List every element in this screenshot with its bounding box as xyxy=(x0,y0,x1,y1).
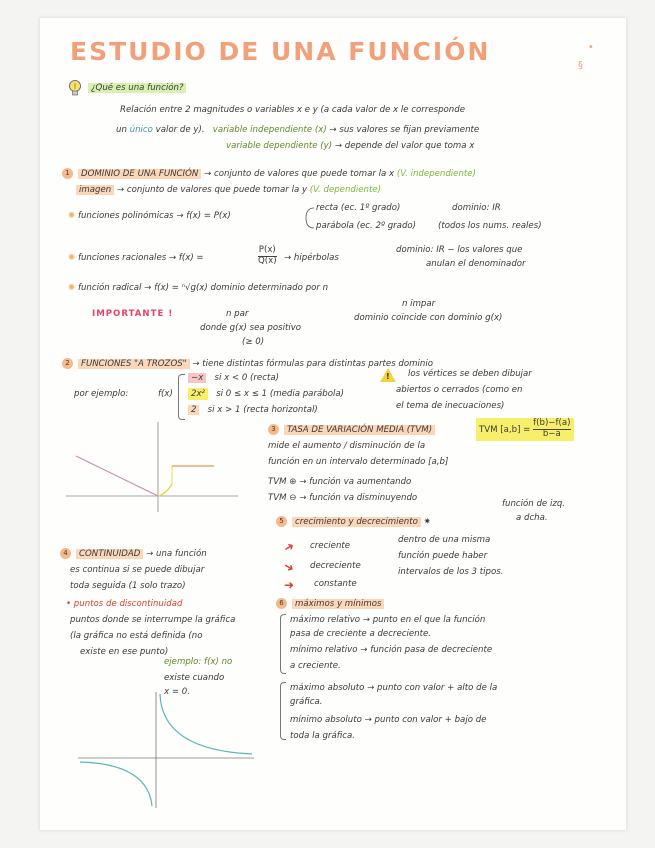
constante-label: constante xyxy=(314,579,357,589)
crecimiento-note-2: a dcha. xyxy=(516,513,548,523)
warn-line2: abiertos o cerrados (como en xyxy=(396,385,523,395)
extremos-l8: toda la gráfica. xyxy=(290,731,355,741)
extremos-l3: mínimo relativo → función pasa de decreciente xyxy=(290,645,493,655)
discontinuidad-p2: (la gráfica no está definida (no xyxy=(70,631,203,641)
racional-fraction: P(x) Q(x) xyxy=(258,245,277,266)
section-tvm-heading: 3 TASA DE VARIACIÓN MEDIA (TVM) xyxy=(268,424,435,436)
intro-line1: Relación entre 2 magnitudes o variables x e y (a cada valor de x le corresponde xyxy=(120,105,466,115)
ejemplo-line1: ejemplo: f(x) no xyxy=(164,657,233,667)
n-par-desc: donde g(x) sea positivo xyxy=(200,323,302,333)
n-impar: n impar xyxy=(402,299,436,309)
importante-label: IMPORTANTE ! xyxy=(92,309,174,319)
tvm-line1: mide el aumento / disminución de la xyxy=(268,441,426,451)
radical-line: ✺ función radical → f(x) = ⁿ√g(x) dominio determinado por n xyxy=(68,283,329,293)
star-icon: ✺ xyxy=(68,283,76,293)
extremos-l2: pasa de creciente a decreciente. xyxy=(290,629,431,639)
extremos-l5: máximo absoluto → punto con valor + alto de la xyxy=(290,683,498,693)
discontinuidad-p1: puntos donde se interrumpe la gráfica xyxy=(70,615,236,625)
tvm-formula: TVM [a,b] = $\frac{f(b)-f(a)}{b-a}$ xyxy=(476,418,574,441)
continuidad-line2: es continua si se puede dibujar xyxy=(70,565,205,575)
racional-dominio: dominio: IR − los valores que xyxy=(396,245,523,255)
tvm-line2: función en un intervalo determinado [a,b] xyxy=(268,457,449,467)
corner-mark: • xyxy=(588,42,594,53)
discontinuidad-label: • puntos de discontinuidad xyxy=(66,599,183,609)
crecimiento-desc2: función puede haber xyxy=(398,551,488,561)
section-dominio-heading: 1 DOMINIO DE UNA FUNCIÓN → conjunto de valores que puede tomar la x (V. independiente) xyxy=(62,168,476,180)
warn-line3: el tema de inecuaciones) xyxy=(396,401,505,411)
racional-tipo: → hipérbolas xyxy=(284,253,339,263)
piecewise-graph xyxy=(62,418,242,514)
ejemplo-line2: existe cuando xyxy=(164,673,225,683)
extremos-l7: mínimo absoluto → punto con valor + bajo de xyxy=(290,715,487,725)
poli-dominio-note: (todos los nums. reales) xyxy=(438,221,542,231)
lightbulb-icon xyxy=(68,80,82,98)
polinomicas-line: ✺ funciones polinómicas → f(x) = P(x) xyxy=(68,211,231,221)
corner-mark-2: § xyxy=(578,60,583,71)
notes-sheet: ESTUDIO DE UNA FUNCIÓN • § ¿Qué es una función? Relación entre 2 magnitudes o variables x e y (a cada valor de x le corresponde un único valor de y). variable independiente (x) → sus valores se fijan previamente variable dependiente (y) → depende del valor que toma x 1 DOMINIO DE UNA FUNCIÓN → conjunto de valores que puede tomar la x (V. independiente) imagen → conjunto de valores que puede tomar la y (V. dependiente) ✺ funciones polinómicas → f(x) = P(x) recta (ec. 1º grado) parábola (ec. 2º grado) dominio: IR (todos los nums. reales) ✺ funciones racionales → f(x) = P(x) Q(x) → hipérbolas dominio: IR − los valores que anulan el denominador ✺ función radical → f(x) = ⁿ√g(x) dominio determinado por n IMPORTANTE ! n par donde g(x) sea positivo (≥ 0) n impar dominio coincide con dominio g(x) 2 FUNCIONES "A TROZOS" → tiene distintas fórmulas para distintas partes dominio por ejemplo: f(x) −x si x < 0 (recta) 2x² si 0 ≤ x ≤ 1 (media parábola) 2 si x > 1 (recta horizontal) ! los vértices se deben dibujar abiertos o cerrados (como en el tema de inecuaciones) 3 TASA DE VARIACIÓN MEDIA (TVM) TVM [a,b] = $\frac{f(b)-f(a)}{b-a}$ mide el aumento / disminución de la función en un intervalo determinado [a,b] TVM ⊕ → función va aumentando TVM ⊖ → función va disminuyendo 5 crecimiento y decrecimiento ✷ función de izq. a dcha. ➜ creciente ➜ decreciente ➜ constante dentro de una misma función puede haber intervalos de los 3 tipos. 4 CONTINUIDAD → una función es continua si se puede dibujar toda seguida (1 solo trazo) • puntos de discontinuidad puntos donde se interrumpe la gráfica (la gráfica no está definida (no existe en ese punto) ejemplo: f(x) no existe cuando x = 0. 6 máximos y mínimos máximo relativo → punto en el que la función pasa de creciente a decreciente. mínimo relativo → función pasa de decreciente a creciente. máximo absoluto → punto con valor + alto de la gráfica. mínimo absoluto → punto con valor + bajo de toda la gráfica. xyxy=(40,18,626,830)
poli-dominio: dominio: IR xyxy=(452,203,501,213)
spider-icon: ✷ xyxy=(423,517,431,527)
discontinuidad-p3: existe en ese punto) xyxy=(80,647,169,657)
extremos-brace-2 xyxy=(280,682,286,740)
racional-dominio-2: anulan el denominador xyxy=(426,259,526,269)
tvm-negative: TVM ⊖ → función va disminuyendo xyxy=(268,493,418,503)
tvm-positive: TVM ⊕ → función va aumentando xyxy=(268,477,412,487)
crecimiento-note: función de izq. xyxy=(502,499,566,509)
intro-question: ¿Qué es una función? xyxy=(88,84,186,94)
crecimiento-desc1: dentro de una misma xyxy=(398,535,491,545)
section-trozos-heading: 2 FUNCIONES "A TROZOS" → tiene distintas fórmulas para distintas partes dominio xyxy=(62,358,433,370)
piece-3: 2 si x > 1 (recta horizontal) xyxy=(188,406,318,416)
n-par-desc-2: (≥ 0) xyxy=(242,337,265,347)
continuidad-line3: toda seguida (1 solo trazo) xyxy=(70,581,186,591)
arrow-down-right-icon: ➜ xyxy=(281,558,297,576)
imagen-line: imagen → conjunto de valores que puede tomar la y (V. dependiente) xyxy=(76,186,381,196)
n-impar-desc: dominio coincide con dominio g(x) xyxy=(354,313,503,323)
crecimiento-desc3: intervalos de los 3 tipos. xyxy=(398,567,504,577)
intro-line3: variable dependiente (y) → depende del valor que toma x xyxy=(226,141,475,151)
piecewise-brace xyxy=(178,374,185,420)
extremos-brace-1 xyxy=(280,614,286,674)
creciente-label: creciente xyxy=(310,541,351,551)
section-extremos-heading: 6 máximos y mínimos xyxy=(276,598,384,610)
trozos-fx: f(x) xyxy=(158,389,173,399)
star-icon: ✺ xyxy=(68,211,76,221)
hyperbola-graph xyxy=(76,687,256,810)
section-crecimiento-heading: 5 crecimiento y decrecimiento ✷ xyxy=(276,516,431,528)
arrow-right-icon: ➜ xyxy=(284,578,295,592)
arrow-up-right-icon: ➜ xyxy=(281,538,297,556)
piece-2: 2x² si 0 ≤ x ≤ 1 (media parábola) xyxy=(188,390,344,400)
n-par: n par xyxy=(226,309,249,319)
racionales-line: ✺ funciones racionales → f(x) = xyxy=(68,253,204,263)
recta-label: recta (ec. 1º grado) xyxy=(316,203,401,213)
piece-1: −x si x < 0 (recta) xyxy=(188,374,279,384)
intro-line2: un único valor de y). variable independiente (x) → sus valores se fijan previamente xyxy=(116,125,480,135)
section-continuidad-heading: 4 CONTINUIDAD → una función xyxy=(60,548,207,560)
warn-line1: los vértices se deben dibujar xyxy=(408,369,532,379)
fork-arrow-icon xyxy=(304,206,316,230)
extremos-l4: a creciente. xyxy=(290,661,341,671)
trozos-ejemplo: por ejemplo: xyxy=(74,389,129,399)
parabola-label: parábola (ec. 2º grado) xyxy=(316,221,417,231)
extremos-l1: máximo relativo → punto en el que la función xyxy=(290,615,486,625)
page-title: ESTUDIO DE UNA FUNCIÓN xyxy=(70,37,491,66)
star-icon: ✺ xyxy=(68,253,76,263)
decreciente-label: decreciente xyxy=(310,561,361,571)
extremos-l6: gráfica. xyxy=(290,697,323,707)
ejemplo-line3: x = 0. xyxy=(164,687,190,697)
